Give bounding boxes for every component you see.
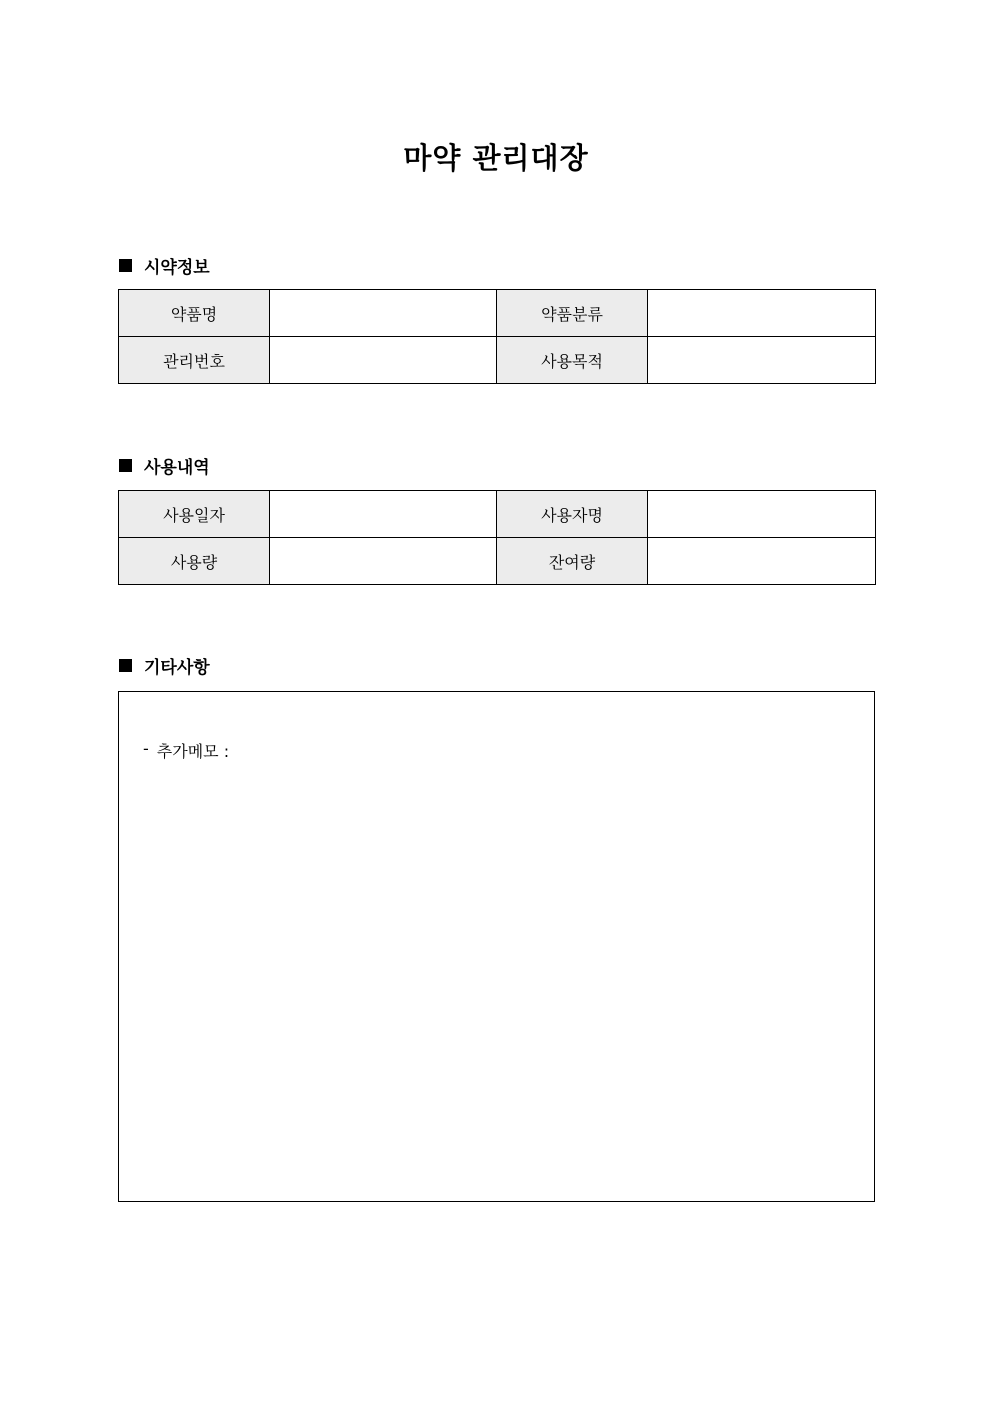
usage-table	[118, 490, 876, 585]
usage-amount-field[interactable]	[270, 538, 497, 585]
square-bullet-icon	[119, 459, 132, 472]
reagent-info-table	[118, 289, 876, 384]
usage-date-field[interactable]	[270, 491, 497, 538]
square-bullet-icon	[119, 659, 132, 672]
table-row	[119, 337, 876, 384]
table-row	[119, 290, 876, 337]
remaining-amount-label: 잔여량	[497, 538, 648, 585]
user-name-label: 사용자명	[497, 491, 648, 538]
page-title: 마약 관리대장	[403, 141, 589, 175]
usage-purpose-label: 사용목적	[497, 337, 648, 384]
section-header-reagent-info	[119, 253, 210, 277]
management-number-field[interactable]	[270, 337, 497, 384]
section-header-usage	[119, 453, 210, 477]
drug-name-field[interactable]	[270, 290, 497, 337]
usage-date-label: 사용일자	[119, 491, 270, 538]
square-bullet-icon	[119, 259, 132, 272]
drug-category-field[interactable]	[648, 290, 876, 337]
section-title: 시약정보	[144, 257, 210, 278]
usage-purpose-field[interactable]	[648, 337, 876, 384]
section-title: 기타사항	[144, 657, 210, 678]
management-number-label: 관리번호	[119, 337, 270, 384]
section-title: 사용내역	[144, 457, 210, 478]
section-header-other	[119, 653, 210, 677]
memo-dash: -	[143, 739, 149, 758]
user-name-field[interactable]	[648, 491, 876, 538]
memo-box[interactable]	[118, 691, 875, 1202]
table-row	[119, 538, 876, 585]
memo-line	[143, 739, 237, 762]
usage-amount-label: 사용량	[119, 538, 270, 585]
table-row	[119, 491, 876, 538]
memo-label: 추가메모 :	[156, 742, 230, 761]
remaining-amount-field[interactable]	[648, 538, 876, 585]
drug-category-label: 약품분류	[497, 290, 648, 337]
drug-name-label: 약품명	[119, 290, 270, 337]
